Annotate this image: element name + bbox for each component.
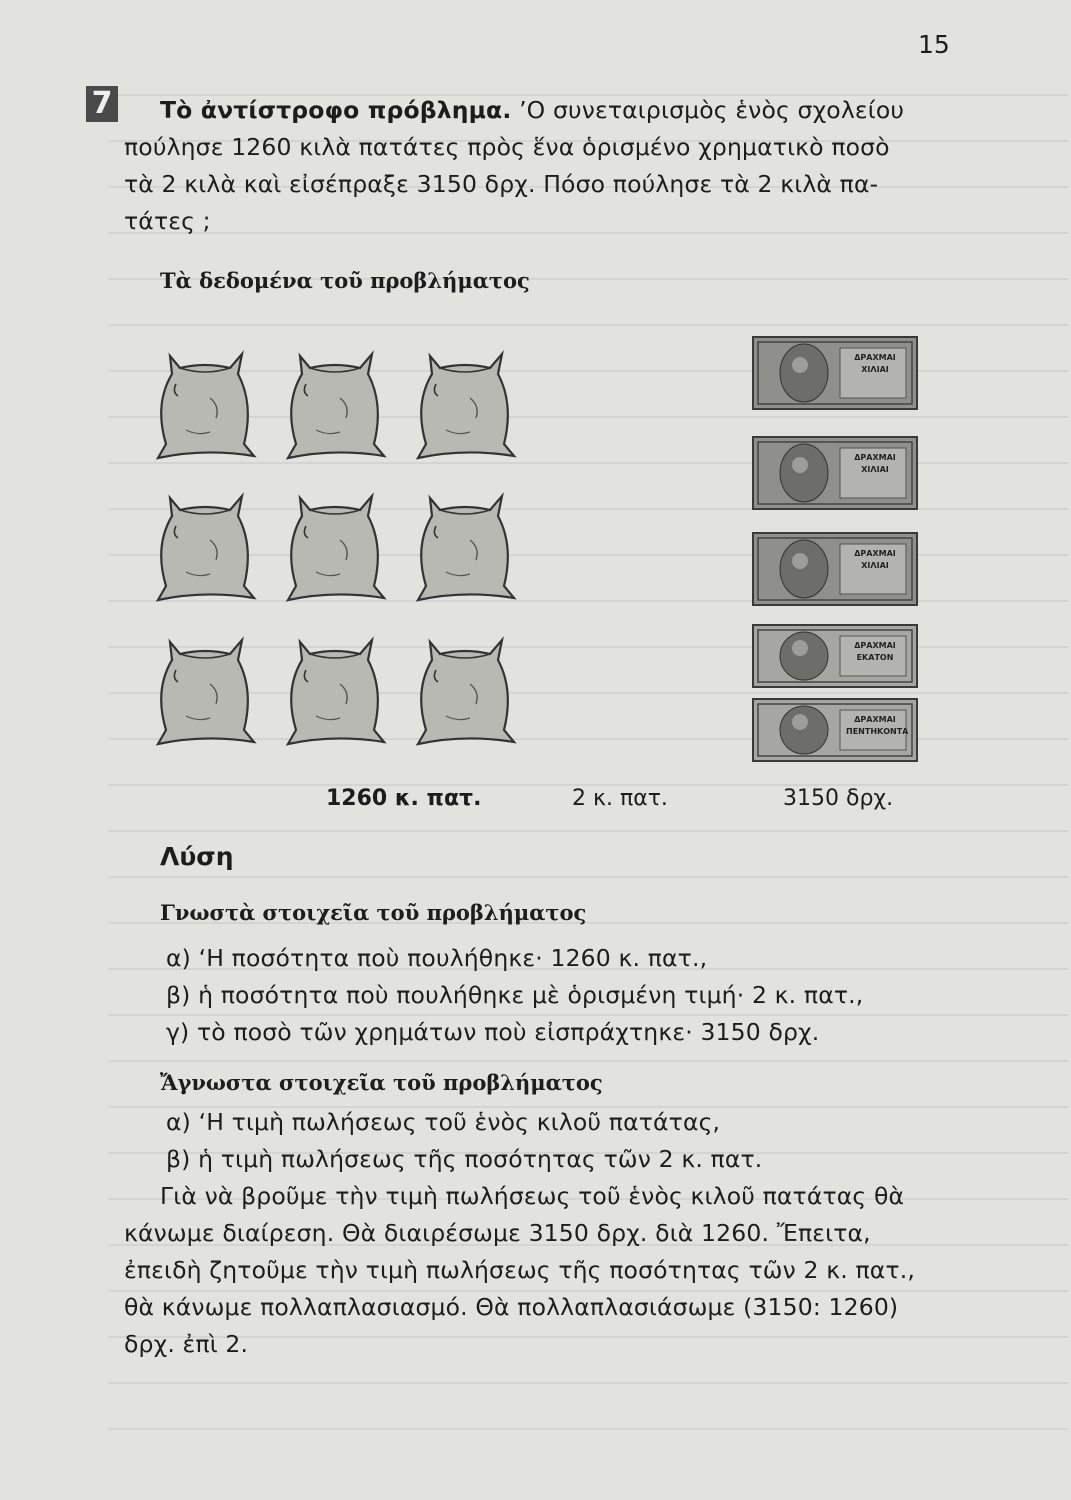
caption-sacks: 1260 κ. πατ. [326, 786, 482, 811]
banknote-label: ΔΡΑΧΜΑΙ ΠΕΝΤΗΚΟΝΤΑ [846, 715, 909, 736]
problem-line: τάτες ; [124, 207, 211, 235]
explanation-line: ἐπειδὴ ζητοῦμε τὴν τιμὴ πωλήσεως τῆς ποσότητας τῶν 2 κ. πατ., [124, 1256, 915, 1284]
banknote-label: ΔΡΑΧΜΑΙ ΧΙΛΙΑΙ [854, 353, 896, 374]
page-number: 15 [918, 30, 950, 59]
potato-sack-icon [280, 486, 390, 606]
potato-sack-icon [150, 486, 260, 606]
potato-sack-icon [410, 630, 520, 750]
explanation-line: Γιὰ νὰ βροῦμε τὴν τιμὴ πωλήσεως τοῦ ἑνὸς κιλοῦ πατάτας θὰ [160, 1182, 905, 1210]
known-item: β) ἡ ποσότητα ποὺ πουλήθηκε μὲ ὁρισμένη τιμή· 2 κ. πατ., [166, 981, 864, 1009]
problem-first-line [160, 96, 904, 124]
unknown-heading: Ἄγνωστα στοιχεῖα τοῦ προβλήματος [160, 1070, 603, 1095]
potato-sack-icon [280, 630, 390, 750]
known-item: α) ‘Η ποσότητα ποὺ πουλήθηκε· 1260 κ. πατ., [166, 944, 708, 972]
potato-sack-icon [280, 344, 390, 464]
banknote-icon [752, 336, 918, 410]
banknote-label: ΔΡΑΧΜΑΙ ΧΙΛΙΑΙ [854, 453, 896, 474]
problem-number-badge: 7 [86, 86, 118, 122]
unknown-item: α) ‘Η τιμὴ πωλήσεως τοῦ ἑνὸς κιλοῦ πατάτας, [166, 1108, 721, 1136]
banknote-icon [752, 698, 918, 762]
potato-sack-icon [150, 630, 260, 750]
banknote-icon [752, 624, 918, 688]
banknote-label: ΔΡΑΧΜΑΙ ΧΙΛΙΑΙ [854, 549, 896, 570]
unknown-item: β) ἡ τιμὴ πωλήσεως τῆς ποσότητας τῶν 2 κ. πατ. [166, 1145, 763, 1173]
potato-sack-icon [410, 344, 520, 464]
caption-unit: 2 κ. πατ. [572, 786, 668, 811]
known-item: γ) τὸ ποσὸ τῶν χρημάτων ποὺ εἰσπράχτηκε· 3150 δρχ. [166, 1018, 820, 1046]
potato-sack-icon [150, 344, 260, 464]
given-heading: Τὰ δεδομένα τοῦ προβλήματος [160, 268, 530, 293]
problem-line: τὰ 2 κιλὰ καὶ εἰσέπραξε 3150 δρχ. Πόσο πούλησε τὰ 2 κιλὰ πα- [124, 170, 879, 198]
banknote-icon [752, 436, 918, 510]
solution-heading: Λύση [160, 842, 234, 871]
banknote-label: ΔΡΑΧΜΑΙ ΕΚΑΤΟΝ [854, 641, 896, 662]
explanation-line: κάνωμε διαίρεση. Θὰ διαιρέσωμε 3150 δρχ. διὰ 1260. Ἔπειτα, [124, 1219, 871, 1247]
problem-line: πούλησε 1260 κιλὰ πατάτες πρὸς ἕνα ὁρισμένο χρηματικὸ ποσὸ [124, 133, 890, 161]
potato-sack-icon [410, 486, 520, 606]
caption-money: 3150 δρχ. [783, 786, 894, 811]
explanation-line: θὰ κάνωμε πολλαπλασιασμό. Θὰ πολλαπλασιάσωμε (3150: 1260) [124, 1293, 899, 1321]
banknote-icon [752, 532, 918, 606]
problem-line: ’Ο συνεταιρισμὸς ἑνὸς σχολείου [519, 96, 905, 124]
known-heading: Γνωστὰ στοιχεῖα τοῦ προβλήματος [160, 900, 587, 925]
explanation-line: δρχ. ἐπὶ 2. [124, 1330, 249, 1358]
problem-title: Τὸ ἀντίστροφο πρόβλημα. [160, 96, 512, 124]
